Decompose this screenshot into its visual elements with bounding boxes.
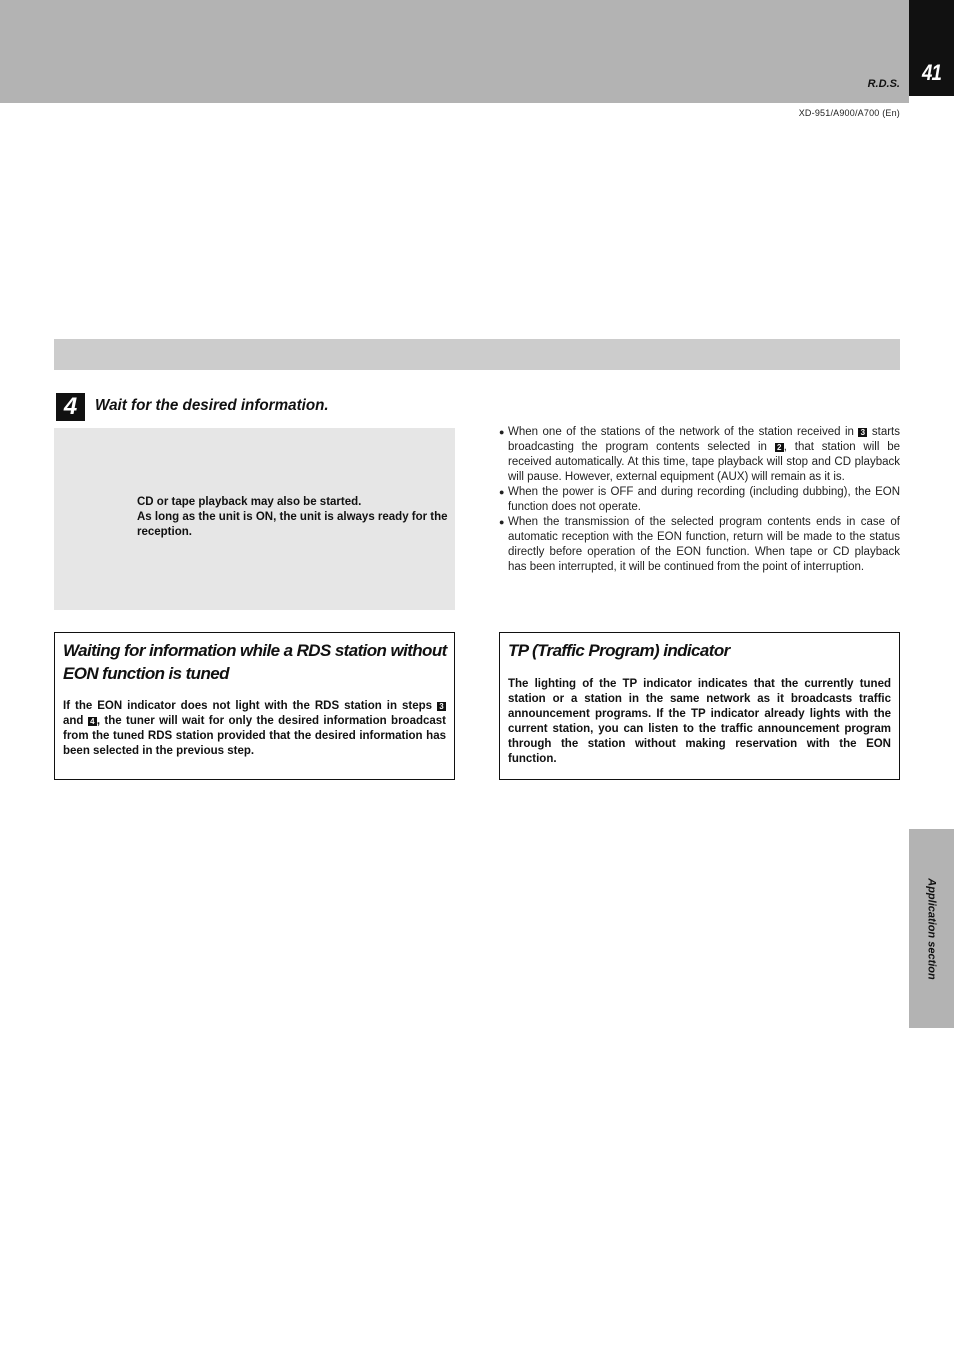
note-text <box>137 495 449 540</box>
step-number-badge: 4 <box>56 393 85 421</box>
eon-info-box <box>54 632 455 780</box>
tp-box-title: TP (Traffic Program) indicator <box>508 641 730 660</box>
application-section-tab <box>909 829 954 1028</box>
model-reference: XD-951/A900/A700 (En) <box>798 108 900 118</box>
bullet-item: ● When the power is OFF and during recording (including dubbing), the EON function does not operate. <box>499 486 900 513</box>
section-divider-band <box>54 339 900 370</box>
step-key-icon: 2 <box>775 443 784 452</box>
page-number: 41 <box>921 60 942 85</box>
bullet-icon: ● <box>499 487 505 497</box>
eon-box-body: If the EON indicator does not light with the RDS station in steps 3 and 4 , the tuner will wait for only the desired information broadcast from the tuned RDS station provided that the desired information has been selected in the previous step. <box>63 700 447 757</box>
step-title: Wait for the desired information. <box>95 397 329 414</box>
bullet-icon: ● <box>499 517 505 527</box>
note-line-1: CD or tape playback may also be started. <box>137 496 362 508</box>
step-key-icon: 4 <box>88 717 97 726</box>
step-key-icon: 3 <box>437 702 446 711</box>
header-band <box>0 0 909 103</box>
bullet-item: ● When the transmission of the selected program contents ends in case of automatic reception with the EON function, return will be made to the status directly before operation of the EON function. When tape or CD playback has been interrupted, it will be continued from the point of interruption. <box>499 516 900 573</box>
eon-box-title: Waiting for information while a RDS station without EON function is tuned <box>63 641 447 683</box>
step-key-icon: 3 <box>858 428 867 437</box>
section-label: R.D.S. <box>867 78 900 90</box>
bullet-list <box>499 425 900 575</box>
note-line-2: As long as the unit is ON, the unit is always ready for the reception. <box>137 511 448 538</box>
side-tab-label: Application section <box>925 877 938 980</box>
bullet-icon: ● <box>499 427 505 437</box>
tp-box-body: The lighting of the TP indicator indicates that the currently tuned station or a station in the same network as it broadcasts traffic announcement programs. If the TP indicator already lights with the current station, you can listen to the traffic announcement program through the station without making reservation with the EON function. <box>508 678 891 765</box>
tp-indicator-box <box>499 632 900 780</box>
bullet-item: ● When one of the stations of the network of the station received in 3 starts broadcasting the program contents selected in 2 , that station will be received automatically. At this time, tape playback will stop and CD playback will pause. However, external equipment (AUX) will remain as it is. <box>499 426 901 483</box>
